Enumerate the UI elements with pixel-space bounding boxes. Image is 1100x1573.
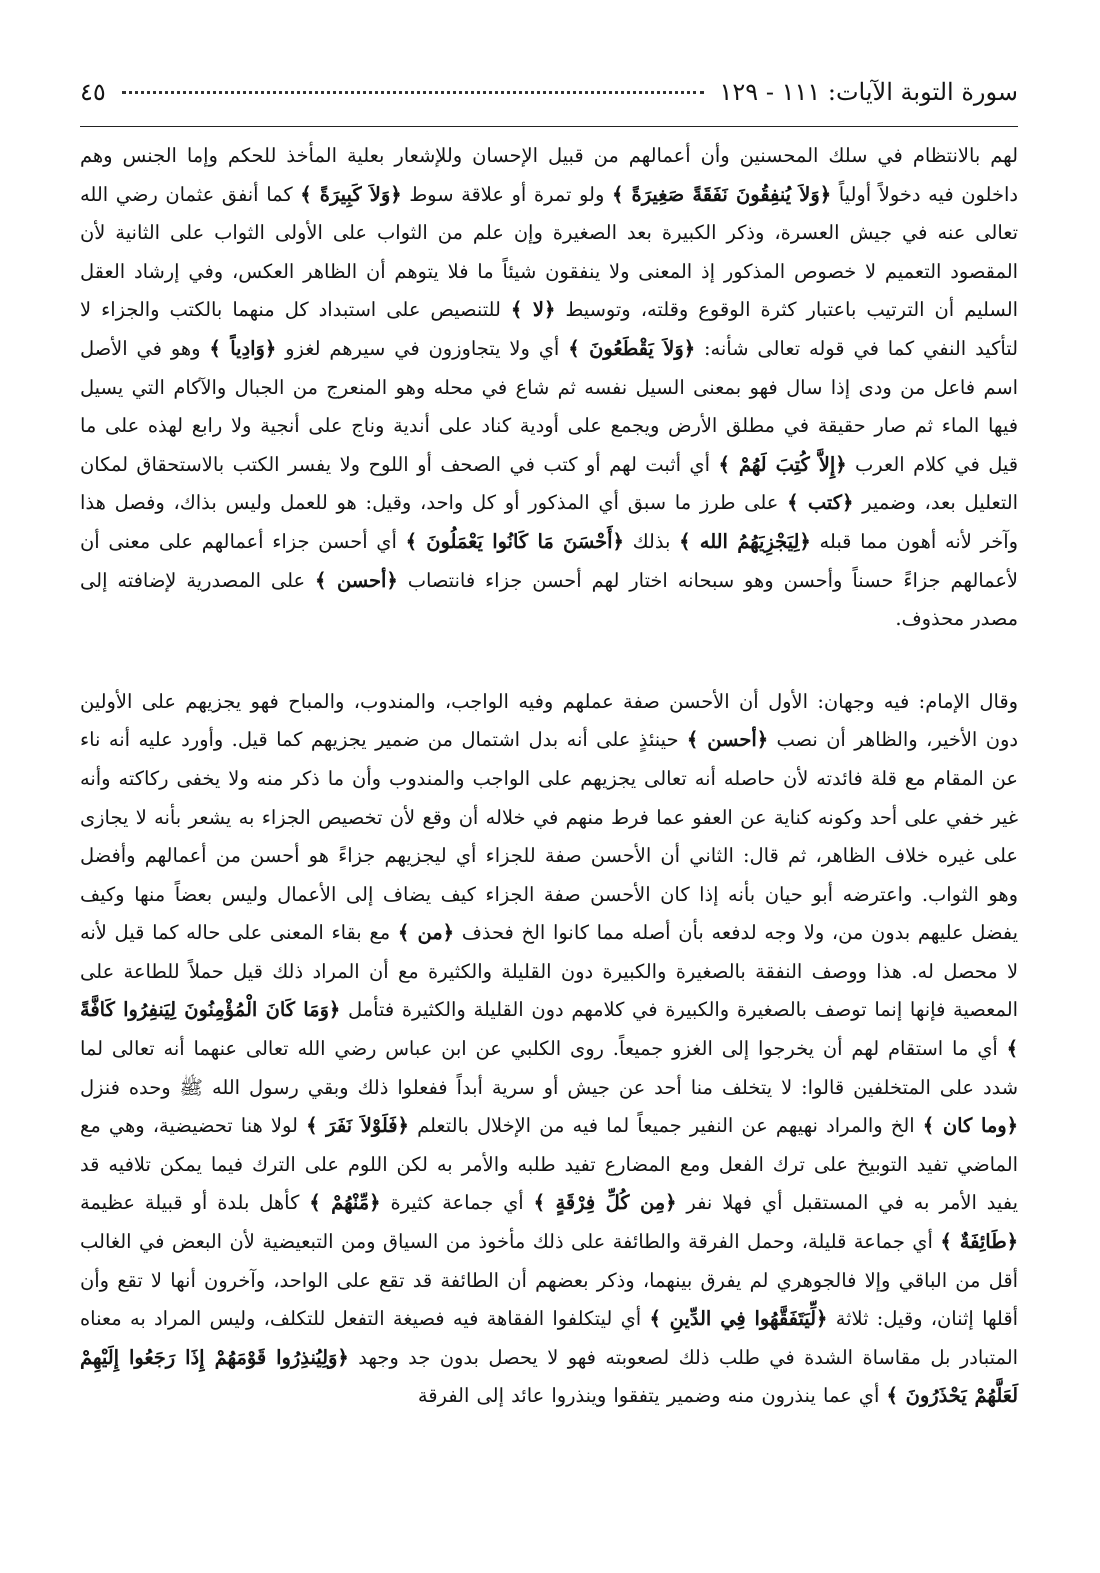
commentary-text: ولو تمرة أو علاقة سوط bbox=[401, 182, 612, 206]
quran-quote: ﴿وَلِيُنذِرُوا قَوْمَهُمْ إِذَا رَجَعُوا إِلَيْهِمْ لَعَلَّهُمْ يَحْذَرُونَ ﴾ bbox=[80, 1345, 1018, 1408]
quran-quote: ﴿أحسن ﴾ bbox=[686, 728, 769, 752]
quran-quote: ﴿وَادِياً ﴾ bbox=[209, 336, 277, 360]
commentary-text: بذلك bbox=[623, 529, 680, 553]
commentary-text: أي جماعة كثيرة bbox=[380, 1191, 534, 1215]
commentary-text: أي ولا يتجاوزون في سيرهم لغزو bbox=[276, 336, 569, 360]
quran-quote: ﴿طَائِفَةٌ ﴾ bbox=[940, 1230, 1019, 1254]
quran-quote: ﴿وَلاَ كَبِيرَةً ﴾ bbox=[300, 182, 402, 206]
quran-quote: ﴿لِيَجْزِيَهُمُ الله ﴾ bbox=[679, 529, 811, 553]
quran-quote: ﴿وَلاَ يُنفِقُونَ نَفَقَةً صَغِيرَةً ﴾ bbox=[611, 182, 832, 206]
quran-quote: ﴿كتب ﴾ bbox=[787, 491, 854, 515]
commentary-text: أي أحسن جزاء أعمالهم على معنى أن لأعمالهم جزاءً حسناً وأحسن وهو سبحانه اختار لهم أحسن جزاء فانتصاب bbox=[80, 529, 1018, 592]
commentary-text: أي جماعة قليلة، وحمل الفرقة والطائفة على ذلك مأخوذ من السياق ومن التبعيضية لأن البعض في الغالب أقل من الباقي وإلا فالجوهري لم يفرق بينهما، وذكر بعضهم أن الطائفة قد تقع على الواحد، وآخرون أنها لا تقع وأن أقلها إثنان، وقيل: ثلاثة bbox=[80, 1230, 1019, 1331]
commentary-text: أي عما ينذرون منه وضمير يتفقوا وينذروا عائد إلى الفرقة bbox=[417, 1384, 887, 1408]
quran-quote: ﴿إِلاَّ كُتِبَ لَهُمْ ﴾ bbox=[718, 452, 847, 476]
commentary-text: وقال الإمام: فيه وجهان: الأول أن الأحسن صفة عملهم وفيه الواجب، والمندوب، والمباح فهو يجزيهم على الأولين دون الأخير، والظاهر أن نصب bbox=[80, 689, 1018, 752]
commentary-text: لهم بالانتظام في سلك المحسنين وأن أعمالهم من قبيل الإحسان وللإشعار بعلية المأخذ للحكم وإما الجنس وهم داخلون فيه دخولاً أولياً bbox=[80, 144, 1018, 206]
running-header bbox=[80, 78, 1018, 127]
quran-quote: ﴿وَلاَ يَقْطَعُونَ ﴾ bbox=[568, 336, 696, 360]
surah-title: سورة التوبة الآيات: ١١١ - ١٢٩ bbox=[719, 78, 1018, 106]
page-number: ٤٥ bbox=[80, 78, 106, 106]
commentary-paragraph-2 bbox=[80, 683, 1018, 1416]
quran-quote: ﴿وما كان ﴾ bbox=[922, 1114, 1018, 1138]
commentary-text: للتنصيص على استبداد كل منهما بالكتب والجزاء لا لتأكيد النفي كما في قوله تعالى شأنه: bbox=[80, 298, 1018, 360]
quran-quote: ﴿لا ﴾ bbox=[510, 298, 556, 322]
commentary-text: كما أنفق عثمان رضي الله تعالى عنه في جيش العسرة، وذكر الكبيرة بعد الصغيرة وإن علم من الثواب على الأولى الثواب على الثانية لأن المقصود التعميم لا خصوص المذكور إذ المعنى ولا ينفقون شيئاً ما فلا يتوهم أن الظاهر العكس، وفي إرشاد العقل السليم أن الترتيب باعتبار كثرة الوقوع وقلته، وتوسيط bbox=[80, 182, 1018, 322]
commentary-paragraph-1 bbox=[80, 137, 1018, 639]
quran-quote: ﴿أحسن ﴾ bbox=[315, 568, 398, 592]
commentary-text: حينئذٍ على أنه بدل اشتمال من ضمير يجزيهم كما قيل. وأورد عليه أنه ناء عن المقام مع قلة فائدته لأن حاصله أنه تعالى يجزيهم على الواجب والمندوب وأن ما ذكر منه ولا يخفى ركاكته وأنه غير خفي على أحد وكونه كناية عن العفو عما فرط منهم في خلاله أن وقع لأن تخصيص الجزاء به يشعر بأنه لا يجازى على غيره خلاف الظاهر، ثم قال: الثاني أن الأحسن صفة للجزاء أي ليجزيهم جزاءً هو أحسن من أعمالهم وأفضل وهو الثواب. واعترضه أبو حيان بأنه إذا كان الأحسن صفة الجزاء كيف يضاف إلى الأعمال وليس بعضاً منها وكيف يفضل عليهم بدون من، ولا وجه لدفعه بأن أصله مما كانوا الخ فحذف bbox=[80, 728, 1019, 945]
commentary-text: لولا هنا تحضيضية، وهي مع الماضي تفيد التوبيخ على ترك الفعل ومع المضارع تفيد طلبه والأمر به لكن اللوم على الترك فيما يمكن تلافيه قد يفيد الأمر به في المستقبل أي فهلا نفر bbox=[80, 1114, 1018, 1215]
quran-quote: ﴿فَلَوْلاَ نَفَرَ ﴾ bbox=[306, 1114, 409, 1138]
commentary-text: أي أثبت لهم أو كتب في الصحف أو اللوح ولا يفسر الكتب بالاستحقاق لمكان التعليل بعد، وضمير bbox=[80, 452, 1018, 515]
quran-quote: ﴿من ﴾ bbox=[397, 921, 455, 945]
commentary-text: وهو في الأصل اسم فاعل من ودى إذا سال فهو بمعنى السيل نفسه ثم شاع في محله وهو المنعرج من الجبال والآكام التي يسيل فيها الماء ثم صار حقيقة في مطلق الأرض ويجمع على أودية كناد على أندية وناج على أنجية ولا رابع لهذه على ما قيل في كلام العرب bbox=[80, 336, 1018, 476]
commentary-text: مع بقاء المعنى على حاله كما قيل لأنه لا محصل له. هذا ووصف النفقة بالصغيرة والكبيرة دون القليلة والكثيرة مع أن المراد ذلك قيل حملاً للطاعة على المعصية فإنها إنما توصف بالصغيرة والكبيرة في كلامهم دون القليلة والكثيرة فتأمل bbox=[80, 921, 1018, 1022]
quran-quote: ﴿لِّيَتَفَقَّهُوا فِي الدِّينِ ﴾ bbox=[649, 1307, 828, 1331]
commentary-text: على المصدرية لإضافته إلى مصدر محذوف. bbox=[80, 568, 1018, 631]
commentary-text: كأهل بلدة أو قبيلة عظيمة bbox=[80, 1191, 310, 1215]
commentary-text: أي ليتكلفوا الفقاهة فيه فصيغة التفعل للتكلف، وليس المراد به معناه المتبادر بل مقاساة الشدة في طلب ذلك لصعوبته فهو لا يحصل بدون جد وجهد bbox=[80, 1307, 1018, 1369]
commentary-text: الخ والمراد نهيهم عن النفير جميعاً لما فيه من الإخلال بالتعلم bbox=[408, 1114, 923, 1138]
leader-dots bbox=[122, 91, 704, 94]
commentary-text: على طرز ما سبق أي المذكور أو كل واحد، وقيل: هو للعمل وليس بذاك، وفصل هذا وآخر لأنه أهون مما قبله bbox=[80, 491, 1018, 553]
quran-quote: ﴿أَحْسَنَ مَا كَانُوا يَعْمَلُونَ ﴾ bbox=[405, 529, 624, 553]
commentary-text: أي ما استقام لهم أن يخرجوا إلى الغزو جميعاً. روى الكلبي عن ابن عباس رضي الله تعالى عنهما أنه تعالى لما شدد على المتخلفين قالوا: لا يتخلف منا أحد عن جيش أو سرية أبداً ففعلوا ذلك وبقي رسول الله ﷺ وحده فنزل bbox=[80, 1037, 1018, 1099]
quran-quote: ﴿وَمَا كَانَ الْمُؤْمِنُونَ لِيَنفِرُوا كَافَّةً ﴾ bbox=[80, 998, 1018, 1061]
quran-quote: ﴿مِّنْهُمْ ﴾ bbox=[309, 1191, 381, 1215]
quran-quote: ﴿مِن كُلِّ فِرْقَةٍ ﴾ bbox=[533, 1191, 677, 1215]
paragraph-spacer bbox=[80, 639, 1018, 683]
